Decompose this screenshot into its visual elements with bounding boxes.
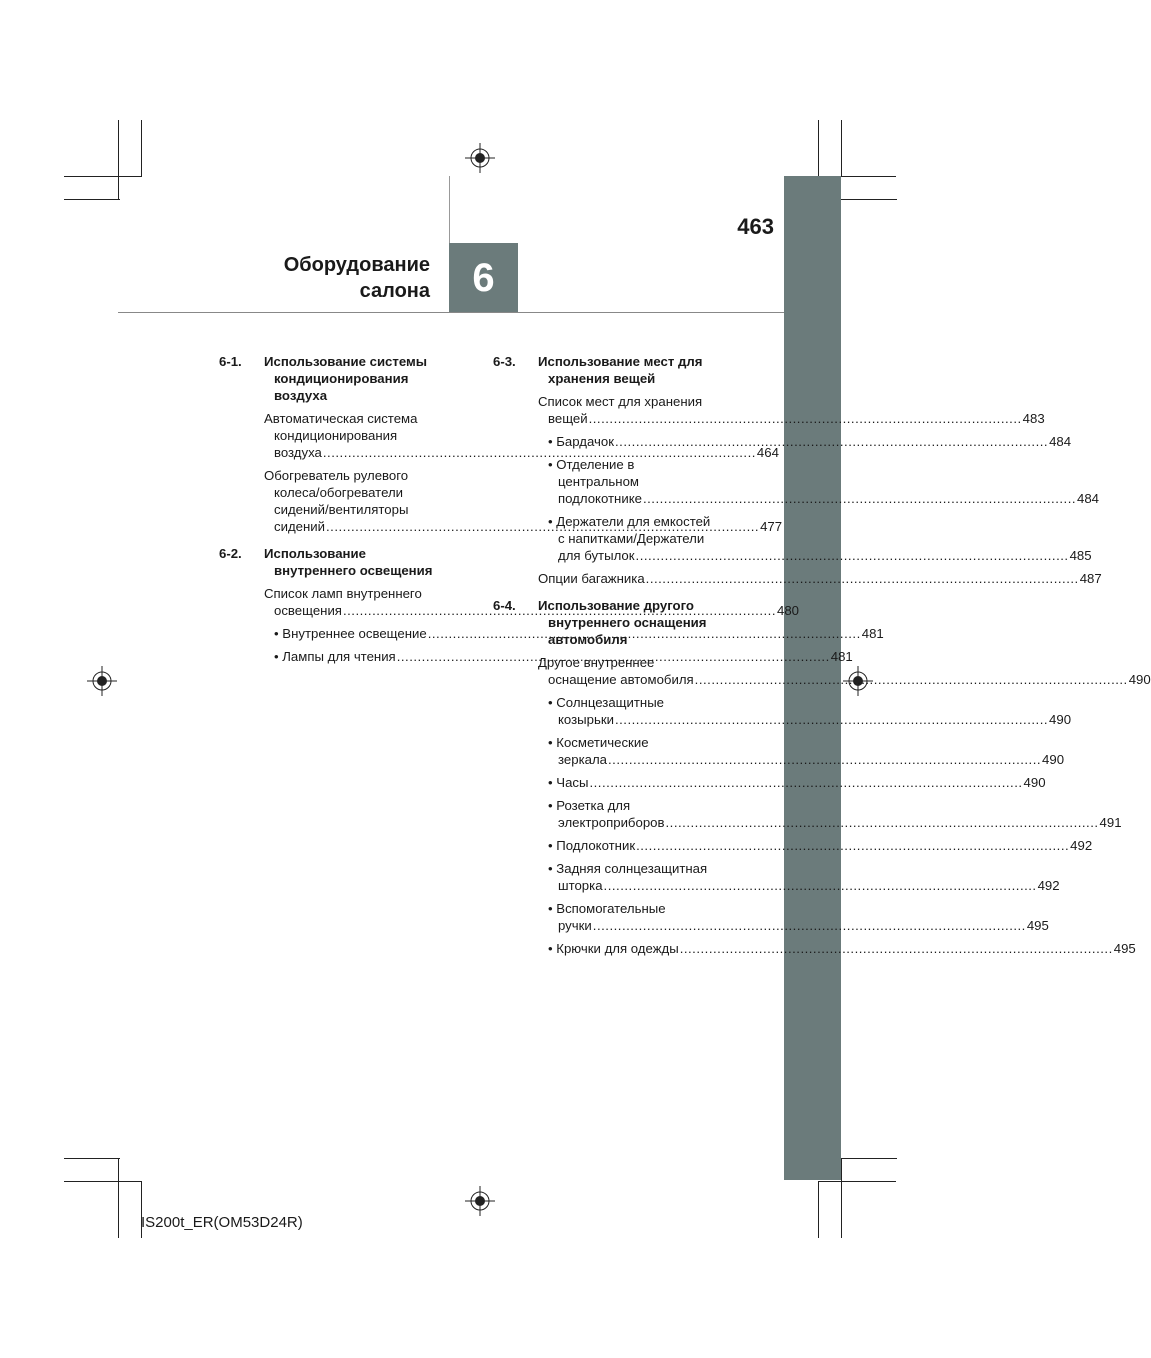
toc-entry[interactable] <box>538 393 1045 427</box>
toc-entry-leader-line <box>548 711 1072 728</box>
toc-entry-line: оснащение автомобиля <box>548 672 694 687</box>
crop-mark <box>64 1158 120 1159</box>
toc-entry-leader-line <box>548 917 1049 934</box>
section-title <box>264 353 467 404</box>
toc-entry[interactable] <box>538 570 1102 587</box>
dot-leader <box>608 752 1041 767</box>
section-number: 6-2. <box>219 546 242 561</box>
toc-entry[interactable] <box>538 694 1072 728</box>
section-number: 6-4. <box>493 598 516 613</box>
toc-entry[interactable] <box>538 940 1136 957</box>
chapter-number-box: 6 <box>449 243 518 313</box>
registration-target-icon <box>87 666 117 696</box>
toc-page-number: 484 <box>1049 434 1072 449</box>
page-number: 463 <box>737 214 774 239</box>
toc-entry-line: вещей <box>548 411 588 426</box>
section-title-line: внутреннего освещения <box>274 563 433 578</box>
toc-entry-line: электроприборов <box>558 815 665 830</box>
toc-entry-line: • Косметические <box>548 735 649 750</box>
toc-entry-leader-line <box>538 570 1102 587</box>
crop-mark <box>841 1158 897 1159</box>
toc-page-number: 480 <box>777 603 800 618</box>
toc-entry-line: • Держатели для емкостей <box>548 514 711 529</box>
toc-entry-line: • Вспомогательные <box>548 901 666 916</box>
dot-leader <box>636 838 1069 853</box>
toc-entry-leader-line <box>548 814 1122 831</box>
toc-entry-line: • Солнцезащитные <box>548 695 665 710</box>
toc-page-number: 484 <box>1077 491 1100 506</box>
toc-entry-leader-line <box>548 433 1072 450</box>
toc-entry-line: • Часы <box>548 775 589 790</box>
toc-entry-leader-line <box>548 774 1046 791</box>
section-title-line: Использование <box>264 546 366 561</box>
toc-page-number: 490 <box>1049 712 1072 727</box>
toc-entry-leader-line <box>548 547 1092 564</box>
section-title-line: Использование мест для <box>538 354 703 369</box>
header-divider <box>449 176 450 244</box>
toc-entry[interactable] <box>538 900 1049 934</box>
toc-page-number: 477 <box>760 519 783 534</box>
document-code: IS200t_ER(OM53D24R) <box>141 1214 303 1231</box>
crop-mark <box>818 1181 896 1182</box>
toc-entry-leader-line <box>548 837 1093 854</box>
header-rule <box>118 312 784 313</box>
toc-page-number: 481 <box>830 649 853 664</box>
toc-entry-line: Список ламп внутреннего <box>264 586 422 601</box>
toc-entry-leader-line <box>548 751 1065 768</box>
dot-leader <box>615 434 1048 449</box>
crop-mark <box>118 120 119 200</box>
crop-mark <box>818 1181 819 1238</box>
toc-entry-leader-line <box>538 671 1151 688</box>
registration-target-icon <box>465 143 495 173</box>
dot-leader <box>593 918 1026 933</box>
toc-page-number: 490 <box>1023 775 1046 790</box>
crop-mark <box>841 1158 842 1238</box>
toc-entry-leader-line <box>538 410 1045 427</box>
toc-entry-line: колеса/обогреватели <box>274 485 404 500</box>
crop-mark <box>64 176 142 177</box>
toc-entry-line: Автоматическая система <box>264 411 418 426</box>
dot-leader <box>695 672 1128 687</box>
crop-mark <box>841 120 842 176</box>
toc-page-number: 492 <box>1070 838 1093 853</box>
toc-entry[interactable] <box>538 734 1065 768</box>
toc-entry-line: Обогреватель рулевого <box>264 468 409 483</box>
toc-entry[interactable] <box>538 774 1046 791</box>
dot-leader <box>604 878 1037 893</box>
toc-entry-line: сидений <box>274 519 326 534</box>
toc-entry-leader-line <box>264 444 779 461</box>
toc-entry-line: • Лампы для чтения <box>274 649 396 664</box>
toc-page-number: 491 <box>1099 815 1122 830</box>
toc-entry-line: зеркала <box>558 752 607 767</box>
dot-leader <box>636 548 1069 563</box>
toc-entry-line: • Задняя солнцезащитная <box>548 861 708 876</box>
section-title <box>538 597 741 648</box>
section-number: 6-1. <box>219 354 242 369</box>
chapter-title-line: салона <box>359 280 430 302</box>
section-title-line: Использование другого <box>538 598 694 613</box>
toc-page-number: 464 <box>756 445 779 460</box>
crop-mark <box>841 199 897 200</box>
toc-entry[interactable] <box>538 860 1060 894</box>
dot-leader <box>589 775 1022 790</box>
section-title-line: Использование системы <box>264 354 428 369</box>
section-title-line: кондиционирования <box>274 371 409 386</box>
toc-entry-leader-line <box>548 490 1100 507</box>
section-title-line: воздуха <box>274 388 328 403</box>
toc-page-number: 495 <box>1026 918 1049 933</box>
dot-leader <box>643 491 1076 506</box>
toc-entry[interactable] <box>538 456 1100 507</box>
toc-entry-line: • Отделение в <box>548 457 635 472</box>
section-title-line: автомобиля <box>548 632 628 647</box>
toc-entry-leader-line <box>548 940 1136 957</box>
dot-leader <box>646 571 1079 586</box>
section-title-line: хранения вещей <box>548 371 656 386</box>
section-title <box>264 545 467 579</box>
toc-entry-leader-line <box>548 877 1060 894</box>
toc-entry-line: • Подлокотник <box>548 838 636 853</box>
section-title <box>538 353 741 387</box>
toc-entry-line: Опции багажника <box>538 571 645 586</box>
crop-mark <box>141 120 142 176</box>
dot-leader <box>615 712 1048 727</box>
toc-page-number: 485 <box>1069 548 1092 563</box>
toc-entry-line: шторка <box>558 878 603 893</box>
crop-mark <box>64 199 120 200</box>
toc-entry-line: • Розетка для <box>548 798 631 813</box>
toc-entry-line: • Внутреннее освещение <box>274 626 427 641</box>
toc-page-number: 481 <box>861 626 884 641</box>
toc-entry[interactable] <box>538 433 1072 450</box>
dot-leader <box>680 941 1113 956</box>
toc-page-number: 490 <box>1128 672 1151 687</box>
registration-target-icon <box>465 1186 495 1216</box>
dot-leader <box>589 411 1022 426</box>
toc-entry[interactable] <box>538 837 1093 854</box>
dot-leader <box>666 815 1099 830</box>
toc-entry-line: для бутылок <box>558 548 635 563</box>
toc-entry-line: освещения <box>274 603 342 618</box>
section-title-line: внутреннего оснащения <box>548 615 707 630</box>
chapter-title-line: Оборудование <box>283 254 430 276</box>
toc-page-number: 492 <box>1037 878 1060 893</box>
toc-entry-line: • Крючки для одежды <box>548 941 679 956</box>
toc-page-number: 490 <box>1042 752 1065 767</box>
toc-entry-line: центральном <box>558 474 639 489</box>
toc-entry-line: сидений/вентиляторы <box>274 502 409 517</box>
toc-entry-line: Другое внутреннее <box>538 655 655 670</box>
toc-entry-line: ручки <box>558 918 592 933</box>
toc-entry[interactable] <box>538 797 1122 831</box>
crop-mark <box>64 1181 142 1182</box>
toc-entry-line: подлокотнике <box>558 491 642 506</box>
toc-entry-line: Список мест для хранения <box>538 394 703 409</box>
toc-entry-line: кондиционирования <box>274 428 398 443</box>
crop-mark <box>118 1158 119 1238</box>
toc-page-number: 487 <box>1079 571 1102 586</box>
toc-entry-line: с напитками/Держатели <box>558 531 705 546</box>
chapter-title <box>230 252 430 304</box>
toc-entry-line: козырьки <box>558 712 614 727</box>
toc-page-number: 483 <box>1022 411 1045 426</box>
section-number: 6-3. <box>493 354 516 369</box>
toc-entry-line: воздуха <box>274 445 322 460</box>
toc-entry-line: • Бардачок <box>548 434 615 449</box>
toc-page-number: 495 <box>1113 941 1136 956</box>
